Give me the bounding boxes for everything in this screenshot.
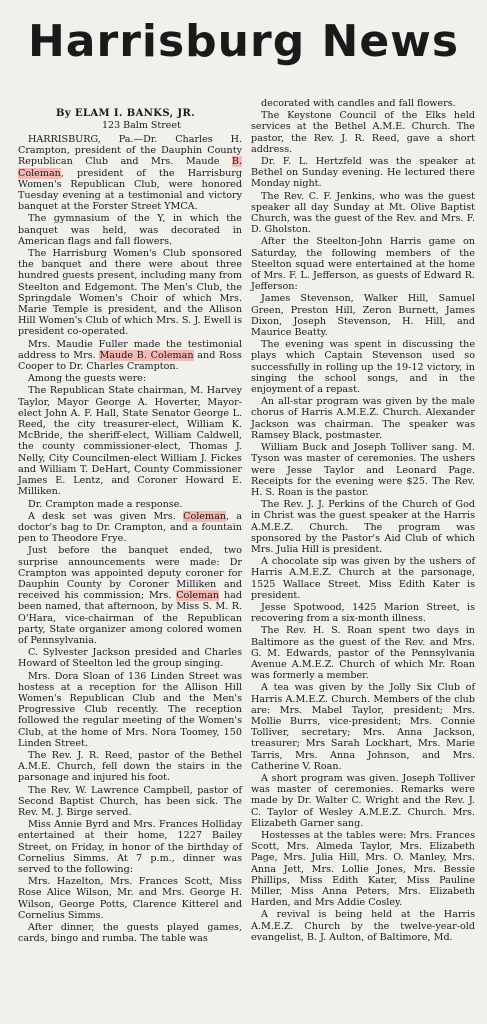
article-paragraph (251, 339, 475, 395)
paragraph-text: Dr. Crampton made a response. (28, 498, 183, 510)
article-paragraph (18, 922, 242, 944)
paragraph-text: An all-star program was given by the male chorus of Harris A.M.E.Z. Church. Alexander Jackson was chairman. The speaker was Ramsey Black, postmaster. (251, 396, 475, 441)
paragraph-text: William Buck and Joseph Tolliver sang. M. Tyson was master of ceremonies. The ushers were Jesse Taylor and Leonard Page. Receipts for the evening were $25. The Rev. H. S. Roan is the pastor. (251, 442, 475, 498)
paragraph-text: The Rev. C. F. Jenkins, who was the guest speaker all day Sunday at Mt. Olive Baptist Church, was the guest of the Rev. and Mrs. F. D. Gholston. (251, 190, 475, 236)
paragraph-text: The gymnasium of the Y, in which the banquet was held, was decorated in American flags and fall flowers. (18, 213, 242, 247)
highlighted-name: Coleman (176, 590, 220, 602)
article-paragraph (18, 876, 242, 921)
article-paragraph (18, 511, 242, 545)
paragraph-text: Mrs. Maudie Fuller made the testimonial address to Mrs. (18, 338, 242, 361)
article-paragraph (251, 830, 475, 908)
article-paragraph (18, 819, 242, 875)
paragraph-text: The Rev. J. R. Reed, pastor of the Bethel A.M.E. Church, fell down the stairs in the parsonage and injured his foot. (18, 749, 242, 784)
article-paragraph (251, 442, 475, 498)
article-paragraph (18, 134, 242, 212)
article-paragraph (18, 248, 242, 338)
paragraph-text: The evening was spent in discussing the plays which Captain Stevenson used so successfully in rolling up the 19-12 victory, in singing the school songs, and in the enjoyment of a repast. (251, 339, 475, 396)
paragraph-text: A desk set was given Mrs. (28, 510, 184, 522)
paragraph-text: Jesse Spotwood, 1425 Marion Street, is recovering from a six-month illness. (251, 601, 475, 625)
highlighted-name: Coleman (183, 510, 226, 522)
highlighted-name: Maude B. Coleman (99, 349, 194, 361)
article-paragraph (251, 156, 475, 190)
article-paragraph (18, 647, 242, 669)
article-paragraph (251, 682, 475, 772)
article-paragraph (251, 236, 475, 292)
paragraph-text: Dr. F. L. Hertzfeld was the speaker at Bethel on Sunday evening. He lectured there Monday night. (251, 156, 475, 190)
paragraph-text: After the Steelton-John Harris game on Saturday, the following members of the Steelton squad were entertained at the home of Mrs. F. L. Jefferson, as guests of Edward R. Jefferson: (251, 236, 475, 293)
paragraph-text: A chocolate sip was given by the ushers of Harris A.M.E.Z. Church at the parsonage, 1525 Wallace Street. Miss Edith Kater is president. (251, 556, 475, 601)
article-paragraph (18, 385, 242, 497)
paragraph-text: , a doctor's bag to Dr. Crampton, and a fountain pen to Theodore Frye. (18, 510, 242, 545)
left-column (18, 134, 242, 945)
article-paragraph (18, 545, 242, 646)
paragraph-text: The Keystone Council of the Elks held services at the Bethel A.M.E. Church. The pastor, the Rev. J. R. Reed, gave a short address. (251, 110, 475, 155)
article-paragraph (251, 110, 475, 155)
article-paragraph (18, 339, 242, 373)
article-paragraph (18, 785, 242, 819)
paragraph-text: Miss Annie Byrd and Mrs. Frances Holliday entertained at their home, 1227 Bailey Street, on Friday, in honor of the birthday of Cornelius Simms. At 7 p.m., dinner was served to the following: (18, 819, 242, 875)
article-paragraph (251, 773, 475, 829)
paragraph-text: HARRISBURG, Pa.—Dr. Charles H. Crampton, president of the Dauphin County Republican Club and Mrs. Maude (18, 134, 242, 168)
paragraph-text: Just before the banquet ended, two surprise announcements were made: Dr Crampton was appointed deputy coroner for Dauphin County by Coroner Milliken and received his commission; Mrs. (18, 545, 242, 602)
article-paragraph (251, 602, 475, 624)
article-paragraph (18, 671, 242, 749)
paragraph-text: Mrs. Hazelton, Mrs. Frances Scott, Miss Rose Alice Wilson, Mr. and Mrs. George H. Wilson, George Potts, Clarence Kitterel and Cornelius Simms. (18, 876, 242, 921)
article-paragraph (251, 98, 475, 109)
article-paragraph (251, 625, 475, 681)
paragraph-text: The Rev. H. S. Roan spent two days in Baltimore as the guest of the Rev. and Mrs. G. M. Edwards, pastor of the Pennsylvania Avenue A.M.E.Z. Church of which Mr. Roan was formerly a member. (251, 625, 475, 682)
paragraph-text: The Rev. W. Lawrence Campbell, pastor of Second Baptist Church, has been sick. The Rev. M. J. Birge served. (18, 784, 242, 818)
paragraph-text: A tea was given by the Jolly Six Club of Harris A.M.E.Z. Church. Members of the club are: Mrs. Mabel Taylor, president; Mrs. Mollie Burrs, vice-president; Mrs. Connie Tolliver, secretary; Mrs. Anna Jackson, treasurer; Mrs Sarah Lockhart, Mrs. Marie Tarris, Mrs. Anna Johnson, and Mrs. Catherine V. Roan. (251, 682, 475, 772)
article-paragraph (18, 499, 242, 510)
paragraph-text: , president of the Harrisburg Women's Republican Club, were honored Tuesday evening at a testimonial and victory banquet at the Forster Street YMCA. (18, 167, 242, 213)
paragraph-text: After dinner, the guests played games, cards, bingo and rumba. The table was (18, 922, 242, 945)
paragraph-text: The Republican State chairman, M. Harvey Taylor, Mayor George A. Hoverter, Mayor-elect John A. F. Hall, State Senator George L. Reed, the city treasurer-elect, William K. McBride, the sheriff-elect, William Caldwell, the county commissioner-elect, Thomas J. Nelly, City Councilmen-elect William J. Fickes and William T. DeHart, County Commissioner James E. Lentz, and Coroner Howard E. Milliken. (18, 385, 242, 498)
paragraph-text: The Harrisburg Women's Club sponsored the banquet and there were about three hundred guests present, including many from Steelton and Edgemont. The Men's Club, the Springdale Women's Choir of which Mrs. Marie Temple is president, and the Allison Hill Women's Club of which Mrs. S. J. Ewell is president co-operated. (18, 248, 242, 338)
paragraph-text: James Stevenson, Walker Hill, Samuel Green, Preston Hill, Zeron Burnett, James Dixon, Joseph Stevenson, H. Hill, and Maurice Beatty. (251, 293, 475, 339)
article-paragraph (251, 909, 475, 943)
article-paragraph (251, 556, 475, 601)
paragraph-text: A revival is being held at the Harris A.M.E.Z. Church by the twelve-year-old evangelist, B. J. Aulton, of Baltimore, Md. (251, 909, 475, 943)
article-paragraph (18, 750, 242, 784)
paragraph-text: The Rev. J. J. Perkins of the Church of God in Christ was the guest speaker at the Harris A.M.E.Z. Church. The program was sponsored by the Pastor's Aid Club of which Mrs. Julia Hill is president. (251, 499, 475, 555)
article-paragraph (18, 213, 242, 247)
paragraph-text: Hostesses at the tables were: Mrs. Frances Scott, Mrs. Almeda Taylor, Mrs. Elizabeth Page, Mrs. Julia Hill, Mrs. O. Manley, Mrs. Anna Jett, Mrs. Lollie Jones, Mrs. Bessie Phillips, Miss Edith Kater, Miss Pauline Miller, Miss Anna Peters, Mrs. Elizabeth Harden, and Mrs Addie Cosley. (251, 830, 475, 909)
article-paragraph (18, 373, 242, 384)
right-column (251, 98, 475, 944)
byline-author: By ELAM I. BANKS, JR. (56, 108, 196, 119)
paragraph-text: decorated with candles and fall flowers. (261, 98, 456, 109)
article-paragraph (251, 293, 475, 338)
paragraph-text: Among the guests were: (28, 373, 147, 385)
article-paragraph (251, 191, 475, 236)
paragraph-text: had been named, that afternoon, by Miss S. M. R. O'Hara, vice-chairman of the Republican party, State organizer among colored women of Pennsylvania. (18, 590, 242, 646)
paragraph-text: C. Sylvester Jackson presided and Charles Howard of Steelton led the group singing. (18, 647, 242, 670)
paragraph-text: Mrs. Dora Sloan of 136 Linden Street was hostess at a reception for the Allison Hill Women's Republican Club and the Men's Progressive Club recently. The reception followed the regular meeting of the Women's Club, at the home of Mrs. Nora Toomey, 150 Linden Street. (18, 670, 242, 749)
paragraph-text: and Ross Cooper to Dr. Charles Crampton. (18, 349, 242, 373)
highlighted-name: B. Coleman (18, 156, 242, 179)
article-paragraph (251, 499, 475, 555)
paragraph-text: A short program was given. Joseph Tolliver was master of ceremonies. Remarks were made by Dr. Walter C. Wright and the Rev. J. C. Taylor of Wesley A.M.E.Z. Church. Mrs. Elizabeth Garner sang. (251, 772, 475, 829)
byline-address: 123 Balm Street (102, 120, 181, 131)
masthead-title: Harrisburg News (27, 16, 460, 67)
article-paragraph (251, 396, 475, 441)
